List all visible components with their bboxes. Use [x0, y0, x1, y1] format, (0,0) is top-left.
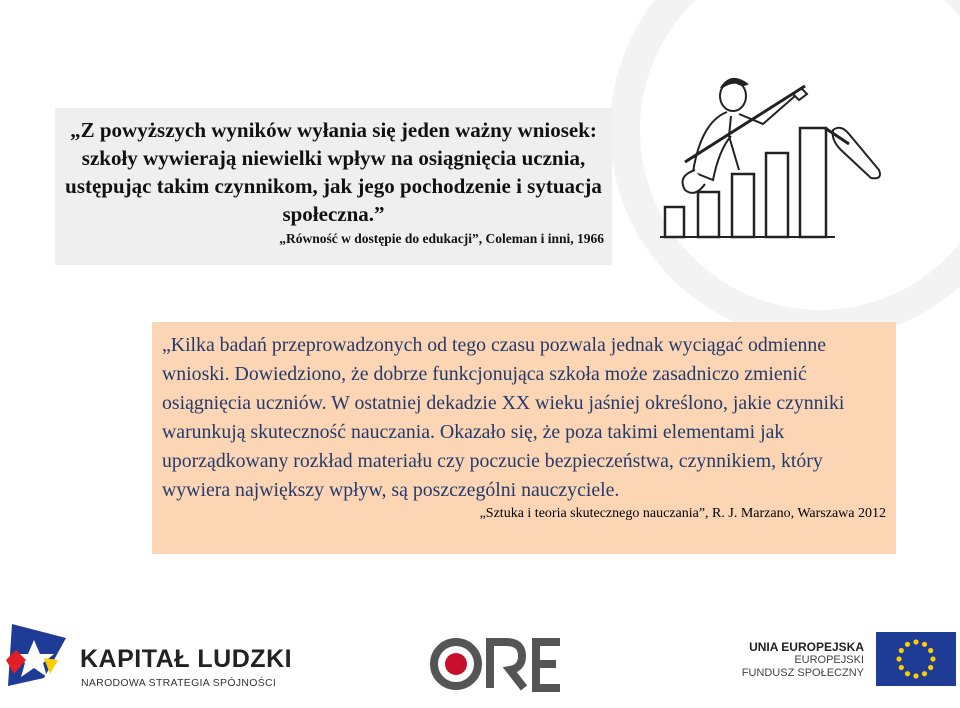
kapital-ludzki-title: KAPITAŁ LUDZKI [80, 645, 293, 673]
kapital-ludzki-subtitle: NARODOWA STRATEGIA SPÓJNOŚCI [81, 677, 277, 689]
eu-star [913, 673, 918, 678]
main-quote-box [152, 322, 896, 554]
quote-box [55, 108, 612, 265]
quote-text: „Z powyższych wyników wyłania się jeden ważny wniosek: szkoły wywierają niewielki wpływ na osiągnięcia ucznia, ustępując takim czynnikom, jak jego pochodzenie i sytuacja społeczna.” [65, 118, 602, 226]
eu-star [930, 656, 935, 661]
eu-text [742, 640, 864, 680]
eu-line-2: EUROPEJSKI [794, 654, 864, 666]
kapital-ludzki-star-logo [4, 620, 70, 690]
man-drawing-bar-chart-illustration [655, 70, 895, 245]
main-quote-source: „Sztuka i teoria skutecznego nauczania”, R. J. Marzano, Warszawa 2012 [479, 506, 886, 521]
quote-source: „Równość w dostępie do edukacji”, Coleman i inni, 1966 [279, 231, 604, 246]
eu-star [922, 671, 927, 676]
eu-star [928, 665, 933, 670]
eu-line-3: FUNDUSZ SPOŁECZNY [741, 667, 864, 679]
eu-star [905, 671, 910, 676]
eu-line-1: UNIA EUROPEJSKA [749, 640, 864, 654]
eu-star [899, 648, 904, 653]
eu-star [922, 642, 927, 647]
main-quote-text: „Kilka badań przeprowadzonych od tego czasu pozwala jednak wyciągać odmienne wnioski. Dowiedziono, że dobrze funkcjonująca szkoła może zasadniczo zmienić osiągnięcia uczniów. W ostatniej dekadzie XX wieku jaśniej określono, jakie czynniki warunkują skuteczność nauczania. Okazało się, że poza takimi elementami jak uporządkowany rozkład materiału czy poczucie bezpieczeństwa, czynnikiem, który wywiera największy wpływ, są poszczególni nauczyciele. [162, 334, 845, 501]
eu-flag-icon [876, 632, 956, 686]
eu-star [928, 648, 933, 653]
footer [0, 610, 960, 708]
ore-logo [428, 636, 563, 692]
eu-star [905, 642, 910, 647]
eu-star [913, 639, 918, 644]
eu-star [899, 665, 904, 670]
eu-star [896, 656, 901, 661]
